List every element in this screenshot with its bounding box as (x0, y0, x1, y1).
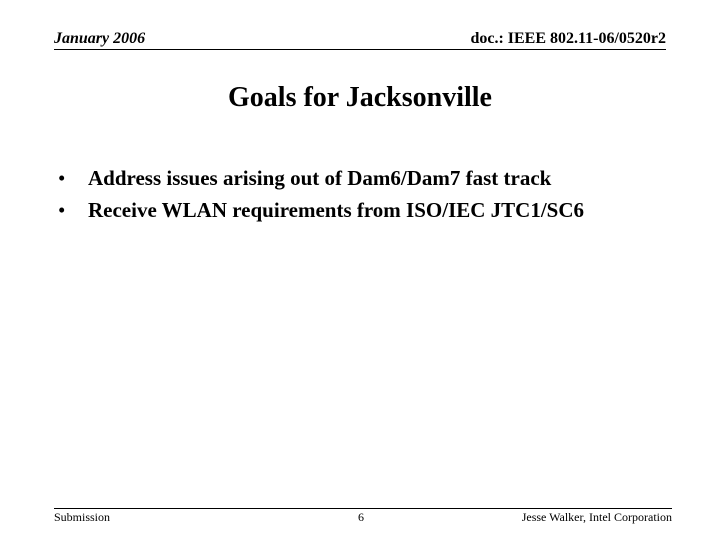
slide-title: Goals for Jacksonville (228, 82, 492, 113)
footer-author: Jesse Walker, Intel Corporation (521, 510, 672, 524)
header-divider (54, 49, 666, 50)
bullet-text: Address issues arising out of Dam6/Dam7 fast track (88, 166, 552, 190)
bullet-item (58, 162, 584, 194)
bullet-text: Receive WLAN requirements from ISO/IEC JTC1/SC6 (88, 198, 585, 222)
bullet-dot-icon: • (58, 198, 66, 222)
bullet-dot-icon: • (58, 166, 66, 190)
footer-submission: Submission (54, 510, 111, 524)
bullet-item (58, 194, 584, 226)
bullet-list (58, 162, 584, 226)
header-date: January 2006 (54, 30, 146, 47)
header-doc-id: doc.: IEEE 802.11-06/0520r2 (470, 30, 666, 47)
footer-divider (54, 508, 672, 509)
footer-page-number: 6 (358, 510, 364, 524)
